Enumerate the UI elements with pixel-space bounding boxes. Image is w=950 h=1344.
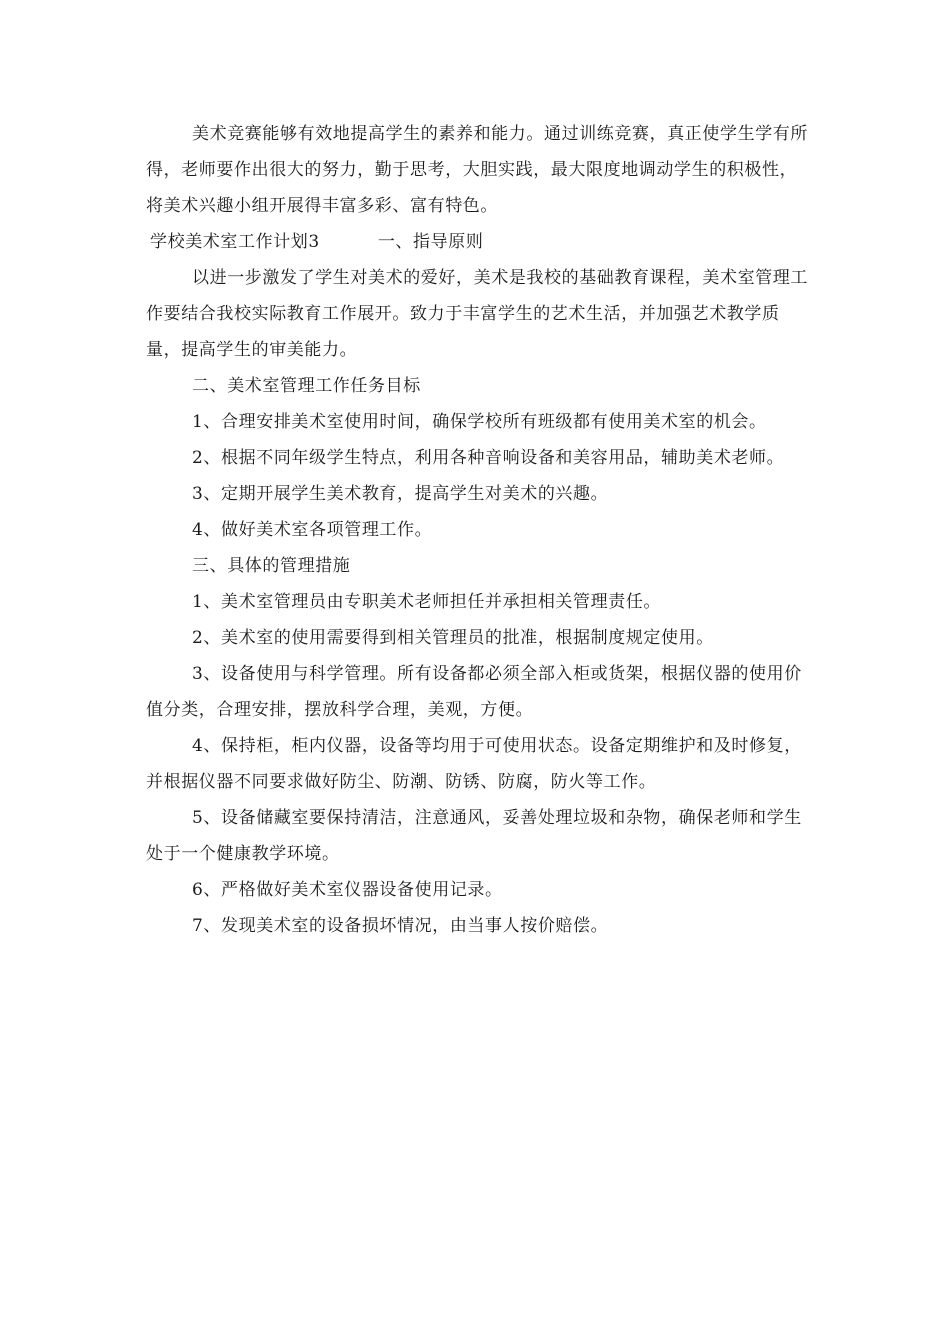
section-title-line	[146, 224, 810, 260]
goal-item-1: 1、合理安排美术室使用时间，确保学校所有班级都有使用美术室的机会。	[192, 412, 767, 432]
goal-item-2: 2、根据不同年级学生特点，利用各种音响设备和美容用品，辅助美术老师。	[192, 448, 785, 468]
measure-item-2: 2、美术室的使用需要得到相关管理员的批准，根据制度规定使用。	[192, 628, 714, 648]
heading-guiding-principles: 一、指导原则	[377, 232, 484, 252]
intro-paragraph: 美术竞赛能够有效地提高学生的素养和能力。通过训练竞赛，真正使学生学有所得，老师要作出很大的努力，勤于思考，大胆实践，最大限度地调动学生的积极性，将美术兴趣小组开展得丰富多彩、富有特色。	[146, 124, 808, 216]
heading-goals: 二、美术室管理工作任务目标	[192, 376, 421, 396]
heading-measures: 三、具体的管理措施	[192, 556, 351, 576]
measure-item-3: 3、设备使用与科学管理。所有设备都必须全部入柜或货架，根据仪器的使用价值分类，合理安排，摆放科学合理，美观，方便。	[146, 664, 802, 720]
goal-item-3: 3、定期开展学生美术教育，提高学生对美术的兴趣。	[192, 484, 609, 504]
document-body	[146, 116, 810, 944]
measure-item-5: 5、设备储藏室要保持清洁，注意通风，妥善处理垃圾和杂物，确保老师和学生处于一个健康教学环境。	[146, 808, 802, 864]
measure-item-1: 1、美术室管理员由专职美术老师担任并承担相关管理责任。	[192, 592, 662, 612]
principles-paragraph: 以进一步激发了学生对美术的爱好，美术是我校的基础教育课程，美术室管理工作要结合我校实际教育工作展开。致力于丰富学生的艺术生活，并加强艺术教学质量，提高学生的审美能力。	[146, 268, 808, 360]
measure-item-4: 4、保持柜，柜内仪器，设备等均用于可使用状态。设备定期维护和及时修复，并根据仪器不同要求做好防尘、防潮、防锈、防腐，防火等工作。	[146, 736, 802, 792]
measure-item-6: 6、严格做好美术室仪器设备使用记录。	[192, 880, 503, 900]
measure-item-7: 7、发现美术室的设备损坏情况，由当事人按价赔偿。	[192, 916, 609, 936]
goal-item-4: 4、做好美术室各项管理工作。	[192, 520, 433, 540]
section-title: 学校美术室工作计划3	[150, 232, 320, 252]
